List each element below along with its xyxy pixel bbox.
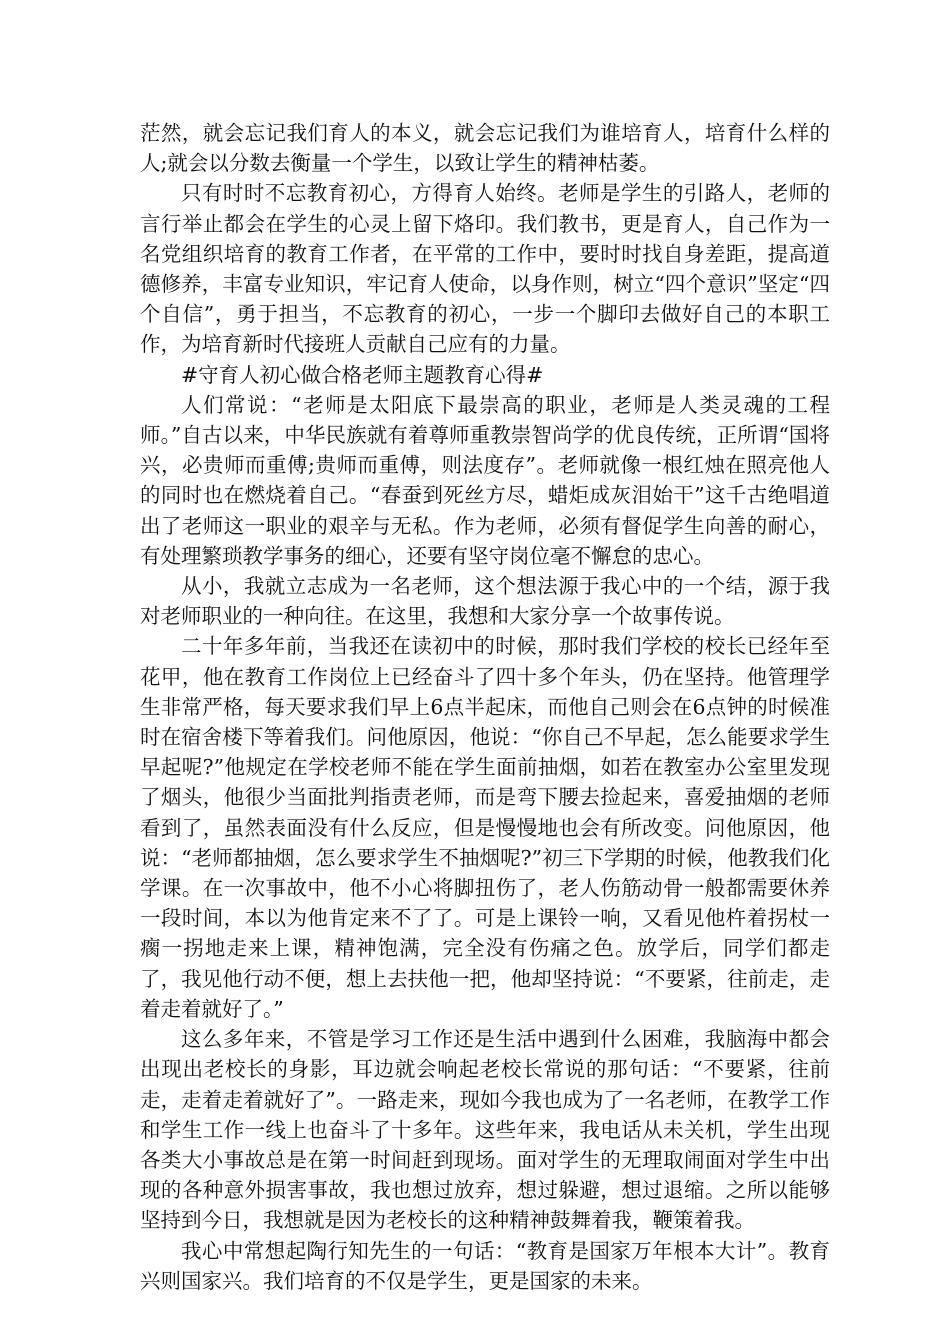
- document-body: [140, 118, 830, 1296]
- paragraph: 二十年多年前，当我还在读初中的时候，那时我们学校的校长已经年至花甲，他在教育工作岗位上已经奋斗了四十多个年头，仍在坚持。他管理学生非常严格，每天要求我们早上6点半起床，而他自己则会在6点钟的时候准时在宿舍楼下等着我们。问他原因，他说：“你自己不早起，怎么能要求学生早起呢?”他规定在学校老师不能在学生面前抽烟，如若在教室办公室里发现了烟头，他很少当面批判指责老师，而是弯下腰去捡起来，喜爱抽烟的老师看到了，虽然表面没有什么反应，但是慢慢地也会有所改变。问他原因，他说：“老师都抽烟，怎么要求学生不抽烟呢?”初三下学期的时候，他教我们化学课。在一次事故中，他不小心将脚扭伤了，老人伤筋动骨一般都需要休养一段时间，本以为他肯定来不了了。可是上课铃一响，又看见他杵着拐杖一瘸一拐地走来上课，精神饱满，完全没有伤痛之色。放学后，同学们都走了，我见他行动不便，想上去扶他一把，他却坚持说：“不要紧，往前走，走着走着就好了。”: [140, 634, 830, 1021]
- paragraph: 只有时时不忘教育初心，方得育人始终。老师是学生的引路人，老师的言行举止都会在学生的心灵上留下烙印。我们教书，更是育人，自己作为一名党组织培育的教育工作者，在平常的工作中，要时时找自身差距，提高道德修养，丰富专业知识，牢记育人使命，以身作则，树立“四个意识”坚定“四个自信”，勇于担当，不忘教育的初心，一步一个脚印去做好自己的本职工作，为培育新时代接班人贡献自己应有的力量。: [140, 181, 830, 357]
- paragraph: 从小，我就立志成为一名老师，这个想法源于我心中的一个结，源于我对老师职业的一种向往。在这里，我想和大家分享一个故事传说。: [140, 574, 830, 629]
- paragraph: 我心中常想起陶行知先生的一句话：“教育是国家万年根本大计”。教育兴则国家兴。我们培育的不仅是学生，更是国家的未来。: [140, 1238, 830, 1293]
- paragraph: 人们常说：“老师是太阳底下最崇高的职业，老师是人类灵魂的工程师。”自古以来，中华民族就有着尊师重教崇智尚学的优良传统，正所谓“国将兴，必贵师而重傅;贵师而重傅，则法度存”。老师就像一根红烛在照亮他人的同时也在燃烧着自己。“春蚕到死丝方尽，蜡炬成灰泪始干”这千古绝唱道出了老师这一职业的艰辛与无私。作为老师，必须有督促学生向善的耐心，有处理繁琐教学事务的细心，还要有坚守岗位毫不懈怠的忠心。: [140, 392, 830, 568]
- paragraph-continued: 茫然，就会忘记我们育人的本义，就会忘记我们为谁培育人，培育什么样的人;就会以分数去衡量一个学生，以致让学生的精神枯萎。: [140, 121, 830, 176]
- section-heading: #守育人初心做合格老师主题教育心得#: [181, 362, 544, 387]
- paragraph: 这么多年来，不管是学习工作还是生活中遇到什么困难，我脑海中都会出现出老校长的身影，耳边就会响起老校长常说的那句话：“不要紧，往前走，走着走着就好了”。一路走来，现如今我也成为了一名老师，在教学工作和学生工作一线上也奋斗了十多年。这些年来，我电话从未关机，学生出现各类大小事故总是在第一时间赶到现场。面对学生的无理取闹面对学生中出现的各种意外损害事故，我也想过放弃，想过躲避，想过退缩。之所以能够坚持到今日，我想就是因为老校长的这种精神鼓舞着我，鞭策着我。: [140, 1027, 830, 1233]
